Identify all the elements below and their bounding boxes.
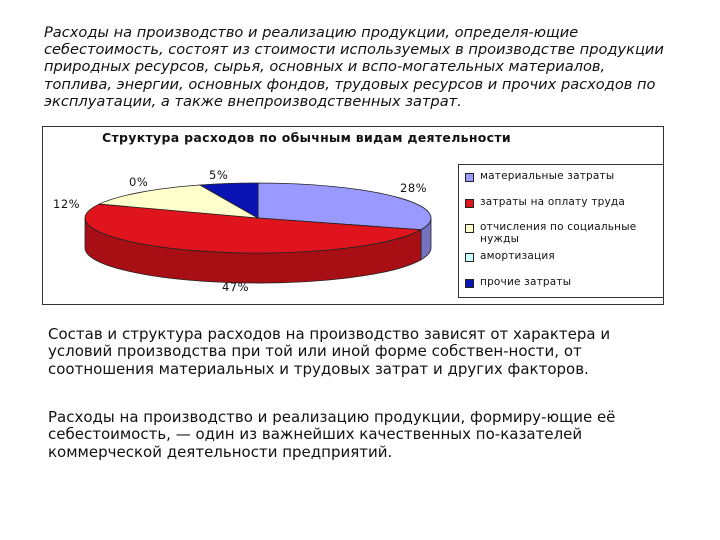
legend-label: затраты на оплату труда	[480, 196, 626, 208]
legend-swatch	[465, 279, 474, 288]
slice-label-wages: 47%	[222, 280, 250, 294]
slice-label-materials: 28%	[400, 181, 428, 195]
legend-swatch	[465, 199, 474, 208]
legend-item-social	[465, 222, 656, 245]
legend-label: амортизация	[480, 250, 555, 262]
intro-paragraph: Расходы на производство и реализацию продукции, определя-ющие себестоимость, состоят из стоимости используемых в производстве продукции природных ресурсов, сырья, основных и вспо-могательных материалов, топлива, энергии, основных фондов, трудовых ресурсов и прочих расходов по эксплуатации, а также внепроизводственных затрат.	[44, 24, 664, 110]
legend-label: прочие затраты	[480, 276, 572, 288]
slice-label-other: 5%	[209, 168, 229, 182]
legend-label: материальные затраты	[480, 170, 615, 182]
slice-label-social: 12%	[53, 197, 81, 211]
structure-paragraph: Состав и структура расходов на производство зависят от характера и условий производства при той или иной форме собствен-ности, от соотношения материальных и трудовых затрат и других факторов.	[48, 325, 611, 378]
legend-swatch	[465, 224, 474, 233]
pie-chart	[42, 126, 462, 305]
legend-item-other	[465, 277, 660, 289]
chart-title: Структура расходов по обычным видам деятельности	[102, 130, 511, 145]
legend-label: отчисления по социальные нужды	[480, 221, 637, 245]
conclusion-paragraph: Расходы на производство и реализацию продукции, формиру-ющие её себестоимость, — один из важнейших качественных по-казателей коммерческой деятельности предприятий.	[48, 408, 616, 461]
legend-item-wages	[465, 197, 660, 209]
legend-swatch	[465, 173, 474, 182]
chart-legend	[458, 164, 664, 298]
legend-item-materials	[465, 171, 660, 183]
legend-swatch	[465, 253, 474, 262]
slice-label-amortization: 0%	[129, 175, 149, 189]
legend-item-amortization	[465, 251, 660, 263]
